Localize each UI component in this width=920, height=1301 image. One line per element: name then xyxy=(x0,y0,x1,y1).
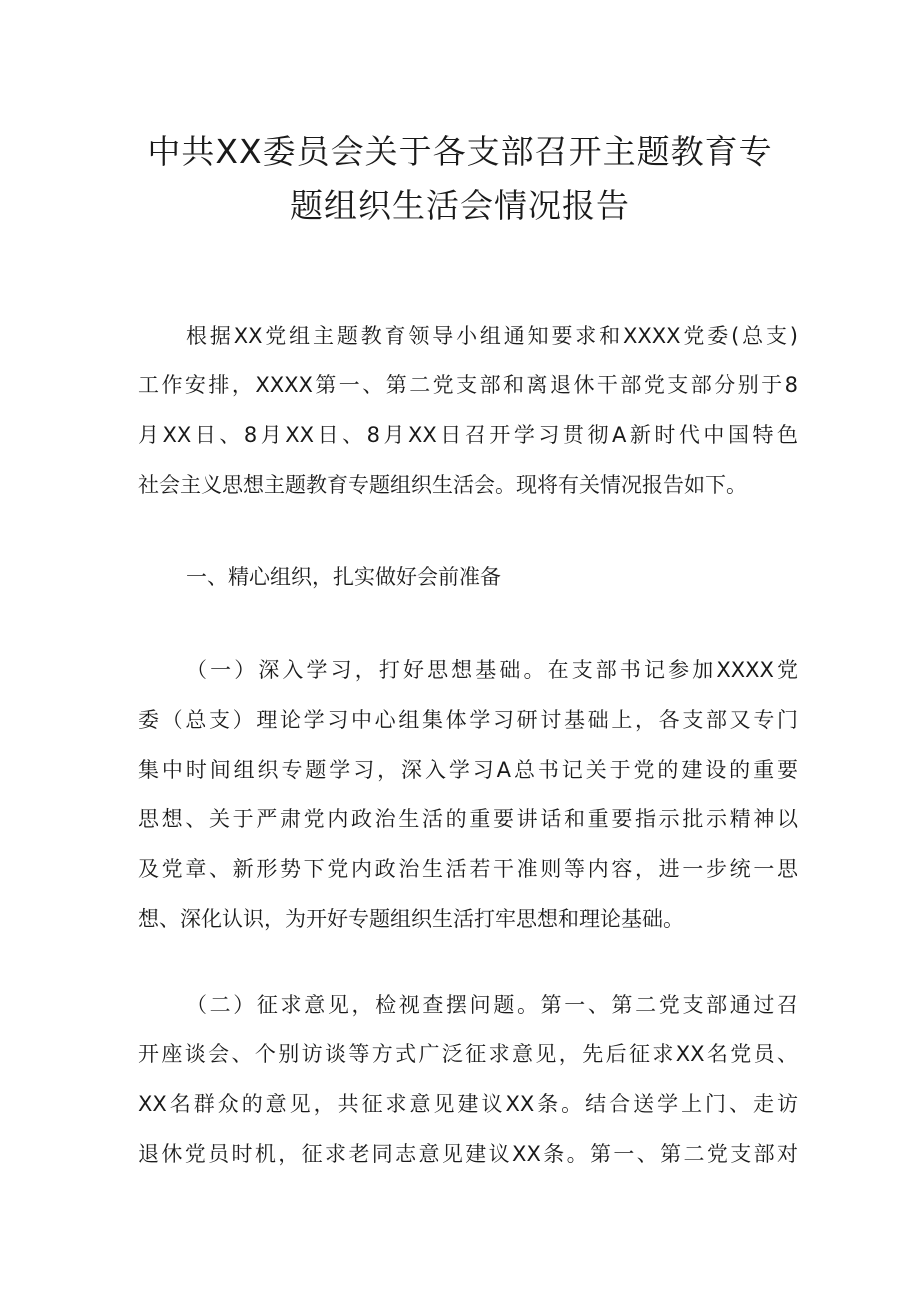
para-1-line-1: （一）深入学习，打好思想基础。在支部书记参加XXXX党 xyxy=(186,658,798,682)
para-1-line-2: 委（总支）理论学习中心组集体学习研讨基础上，各支部又专门 xyxy=(138,708,798,732)
document-title-line-2: 题组织生活会情况报告 xyxy=(290,186,630,225)
intro-line-2: 工作安排，XXXX第一、第二党支部和离退休干部党支部分别于8 xyxy=(138,373,798,397)
para-2-line-3: XX名群众的意见，共征求意见建议XX条。结合送学上门、走访 xyxy=(138,1092,798,1116)
para-2-line-1: （二）征求意见，检视查摆问题。第一、第二党支部通过召 xyxy=(186,993,798,1017)
para-2-line-4: 退休党员时机，征求老同志意见建议XX条。第一、第二党支部对 xyxy=(138,1142,798,1166)
para-2-line-2: 开座谈会、个别访谈等方式广泛征求意见，先后征求XX名党员、 xyxy=(138,1042,798,1066)
section-1-heading: 一、精心组织，扎实做好会前准备 xyxy=(186,565,501,589)
intro-line-1: 根据XX党组主题教育领导小组通知要求和XXXX党委(总支) xyxy=(186,324,798,348)
intro-line-3: 月XX日、8月XX日、8月XX日召开学习贯彻A新时代中国特色 xyxy=(138,423,798,447)
para-1-line-5: 及党章、新形势下党内政治生活若干准则等内容，进一步统一思 xyxy=(138,857,798,881)
document-title-line-1: 中共XX委员会关于各支部召开主题教育专 xyxy=(147,132,773,171)
intro-line-4: 社会主义思想主题教育专题组织生活会。现将有关情况报告如下。 xyxy=(138,473,747,497)
para-1-line-6: 想、深化认识，为开好专题组织生活打牢思想和理论基础。 xyxy=(138,907,684,931)
para-1-line-4: 思想、关于严肃党内政治生活的重要讲话和重要指示批示精神以 xyxy=(138,807,798,831)
para-1-line-3: 集中时间组织专题学习，深入学习A总书记关于党的建设的重要 xyxy=(138,758,798,782)
